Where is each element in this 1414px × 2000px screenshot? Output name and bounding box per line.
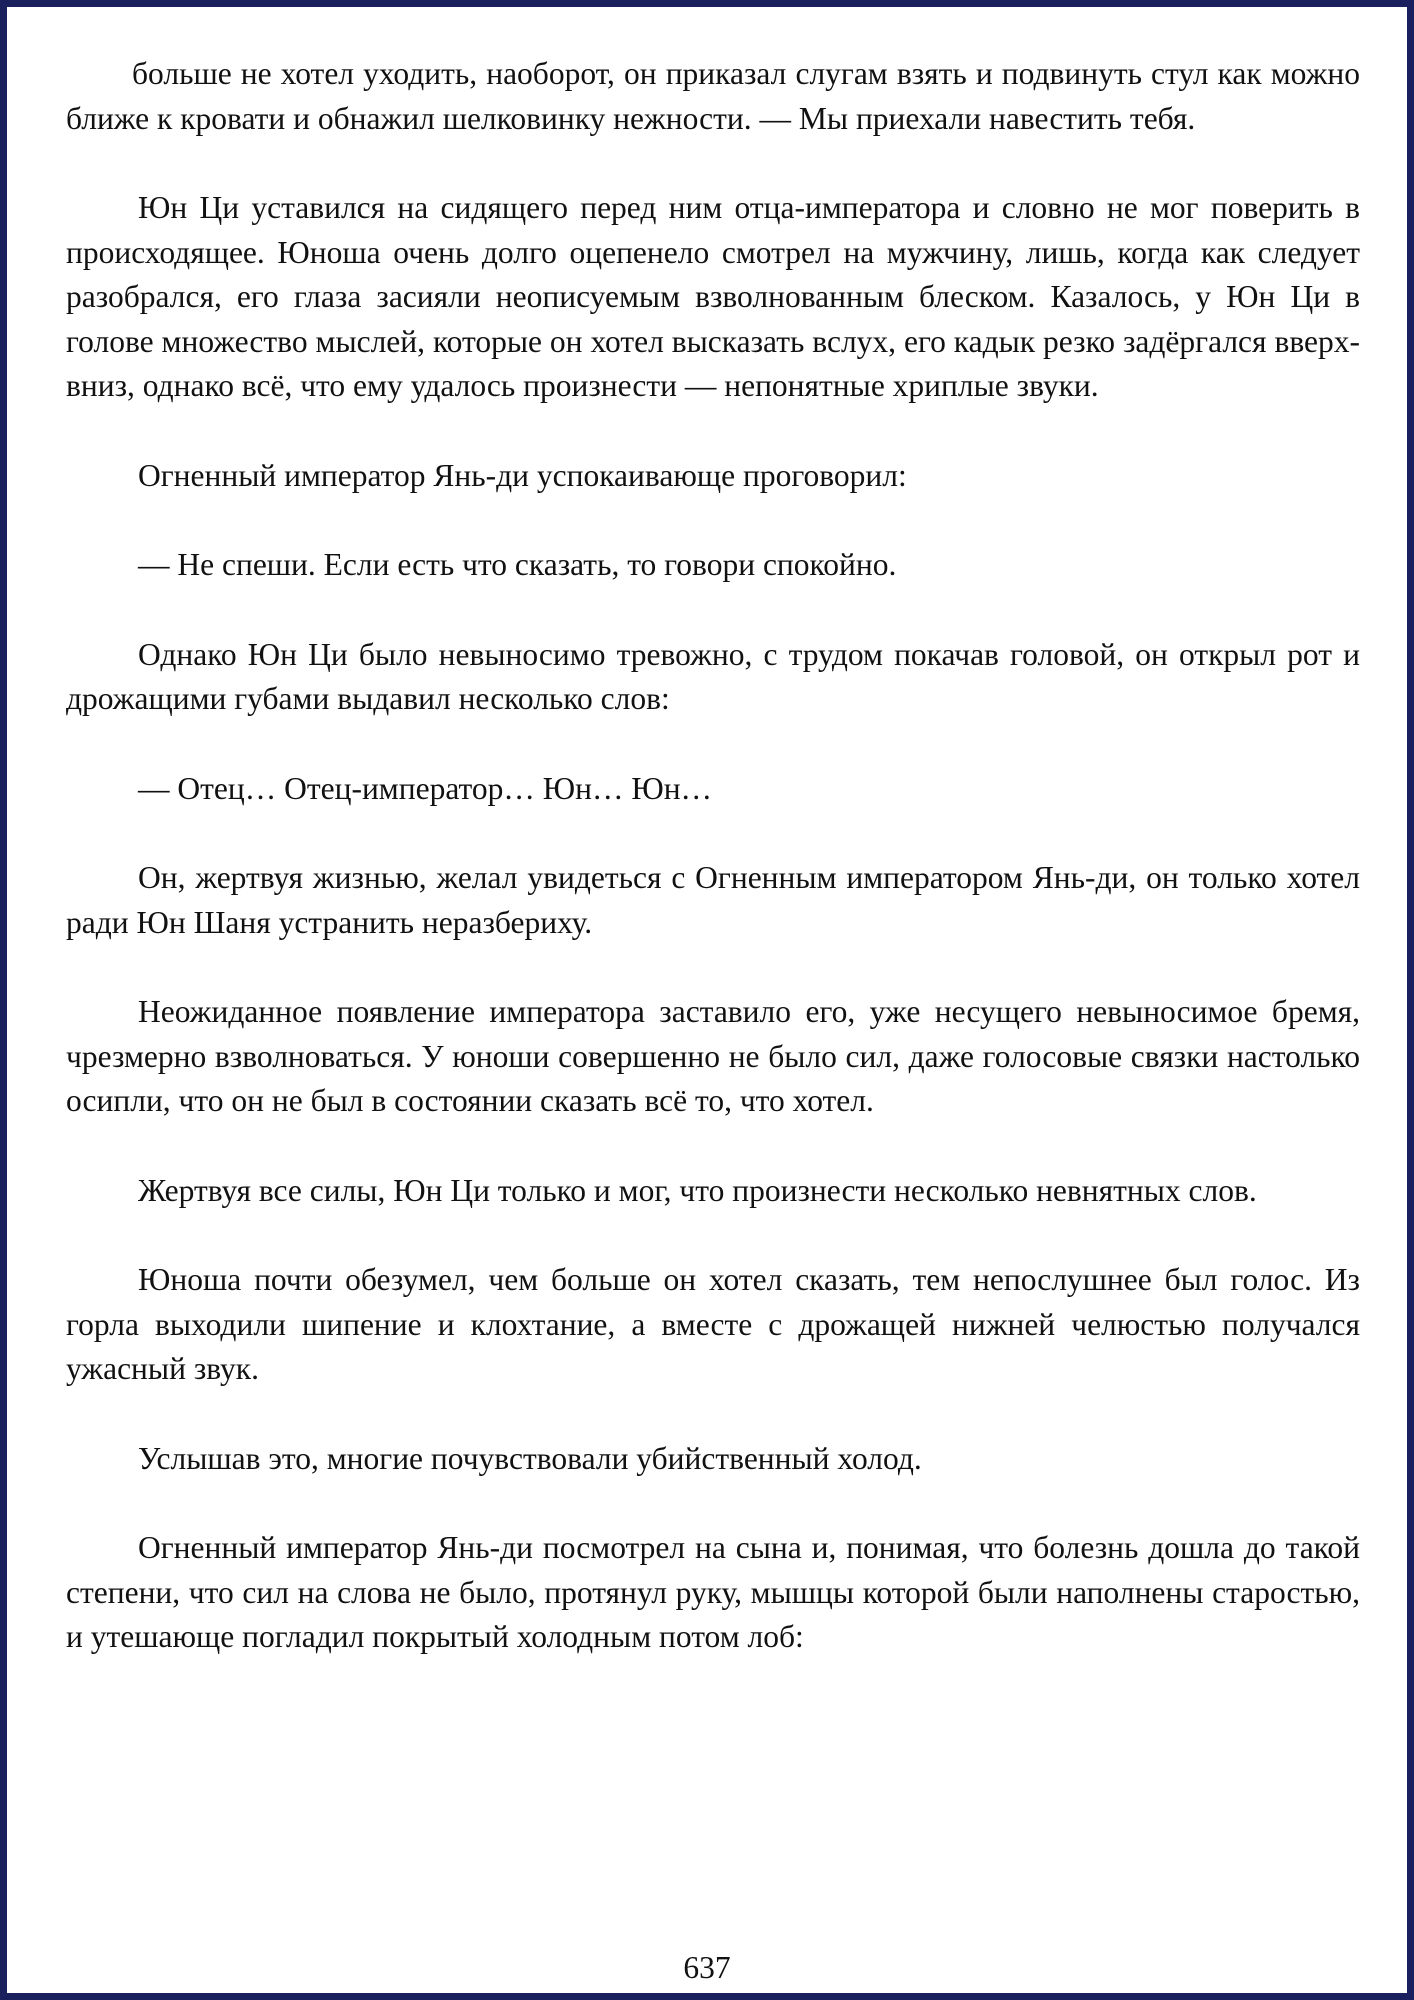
paragraph-2: Юн Ци уставился на сидящего перед ним отца-императора и словно не мог поверить в происходящее. Юноша очень долго оцепенело смотрел на мужчину, лишь, когда как следует разобрался, его глаза засияли неописуемым взволнованным блеском. Казалось, у Юн Ци в голове множество мыслей, которые он хотел высказать вслух, его кадык резко задёргался вверх-вниз, однако всё, что ему удалось произнести — непонятные хриплые звуки. (66, 190, 1360, 403)
paragraph-12: Огненный император Янь-ди посмотрел на сына и, понимая, что болезнь дошла до такой степени, что сил на слова не было, протянул руку, мышцы которой были наполнены старостью, и утешающе погладил покрытый холодным потом лоб: (66, 1530, 1360, 1654)
paragraph-9: Жертвуя все силы, Юн Ци только и мог, что произнести несколько невнятных слов. (138, 1172, 1257, 1208)
paragraph-5: Однако Юн Ци было невыносимо тревожно, с трудом покачав головой, он открыл рот и дрожащими губами выдавил несколько слов: (66, 636, 1360, 716)
paragraph-7: Он, жертвуя жизнью, желал увидеться с Огненным императором Янь-ди, он только хотел ради Юн Шаня устранить неразбериху. (66, 860, 1360, 940)
body-text (66, 52, 1360, 1705)
paragraph-6: — Отец… Отец-император… Юн… Юн… (138, 770, 713, 806)
paragraph-8: Неожиданное появление императора заставило его, уже несущего невыносимое бремя, чрезмерно взволноваться. У юноши совершенно не было сил, даже голосовые связки настолько осипли, что он не был в состоянии сказать всё то, что хотел. (66, 994, 1360, 1118)
page-number: 637 (683, 1950, 731, 1985)
paragraph-11: Услышав это, многие почувствовали убийственный холод. (138, 1440, 922, 1476)
paragraph-4: — Не спеши. Если есть что сказать, то говори спокойно. (138, 547, 897, 582)
paragraph-10: Юноша почти обезумел, чем больше он хотел сказать, тем непослушнее был голос. Из горла выходили шипение и клохтание, а вместе с дрожащей нижней челюстью получался ужасный звук. (66, 1262, 1360, 1386)
paragraph-3: Огненный император Янь-ди успокаивающе проговорил: (138, 457, 907, 493)
paragraph-1: больше не хотел уходить, наоборот, он приказал слугам взять и подвинуть стул как можно ближе к кровати и обнажил шелковинку нежности. — Мы приехали навестить тебя. (66, 56, 1360, 136)
